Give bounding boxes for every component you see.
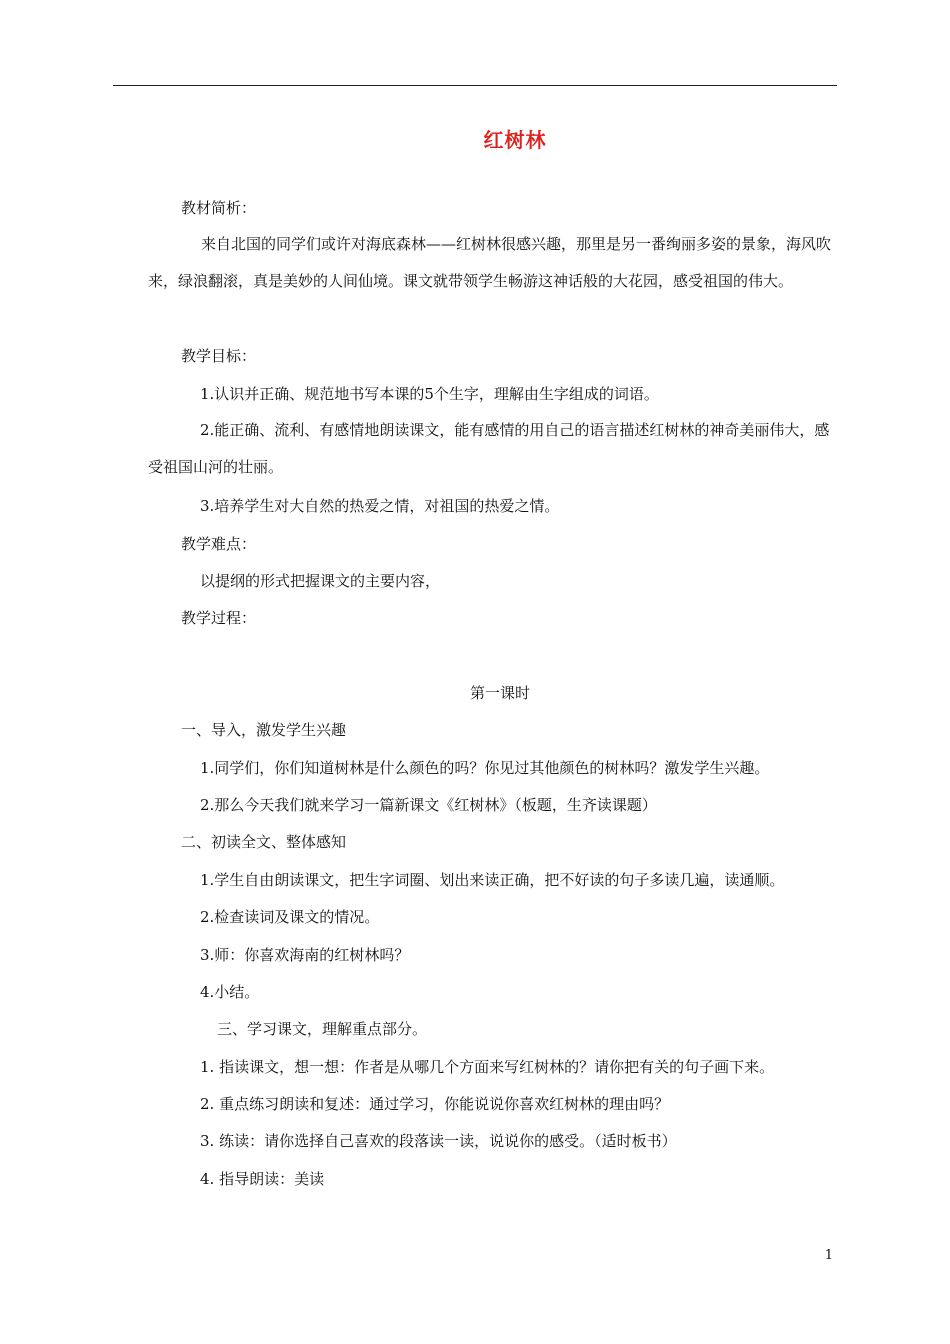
difficulty-heading: 教学难点： [181,535,257,553]
part1-item: 2.那么今天我们就来学习一篇新课文《红树林》（板题，生齐读课题） [200,796,657,814]
part1-item: 1.同学们，你们知道树林是什么颜色的吗？你见过其他颜色的树林吗？激发学生兴趣。 [200,759,770,777]
goals-heading: 教学目标： [181,347,257,365]
part3-item: 1. 指读课文，想一想：作者是从哪几个方面来写红树林的？请你把有关的句子画下来。 [200,1058,775,1076]
part2-item: 1.学生自由朗读课文，把生字词圈、划出来读正确，把不好读的句子多读几遍，读通顺。 [200,871,785,889]
part3-item: 4. 指导朗读：美读 [200,1170,325,1188]
part3-heading: 三、学习课文，理解重点部分。 [217,1020,428,1038]
goal-3: 3.培养学生对大自然的热爱之情，对祖国的热爱之情。 [200,497,560,515]
goal-1: 1.认识并正确、规范地书写本课的5个生字，理解由生字组成的词语。 [200,385,659,403]
process-heading: 教学过程： [181,609,257,627]
part2-item: 4.小结。 [200,983,260,1001]
intro-heading: 教材简析： [181,199,257,217]
lesson-title: 第一课时 [469,684,530,702]
page-number: 1 [824,1248,833,1263]
part2-item: 2.检查读词及课文的情况。 [200,908,380,926]
header-rule [113,85,837,86]
part2-heading: 二、初读全文、整体感知 [181,833,347,851]
document-title: 红树林 [483,128,547,152]
part3-item: 2. 重点练习朗读和复述：通过学习，你能说说你喜欢红树林的理由吗？ [200,1095,670,1113]
intro-paragraph: 来自北国的同学们或许对海底森林——红树林很感兴趣，那里是另一番绚丽多姿的景象，海风吹来，绿浪翻滚，真是美妙的人间仙境。课文就带领学生畅游这神话般的大花园，感受祖国的伟大。 [148,235,832,290]
difficulty-text: 以提纲的形式把握课文的主要内容， [200,572,441,590]
part2-item: 3.师：你喜欢海南的红树林吗？ [200,946,410,964]
goal-2: 2.能正确、流利、有感情地朗读课文，能有感情的用自己的语言描述红树林的神奇美丽伟大，感受祖国山河的壮丽。 [148,421,830,476]
part1-heading: 一、导入，激发学生兴趣 [181,721,347,739]
part3-item: 3. 练读：请你选择自己喜欢的段落读一读，说说你的感受。（适时板书） [200,1132,677,1150]
